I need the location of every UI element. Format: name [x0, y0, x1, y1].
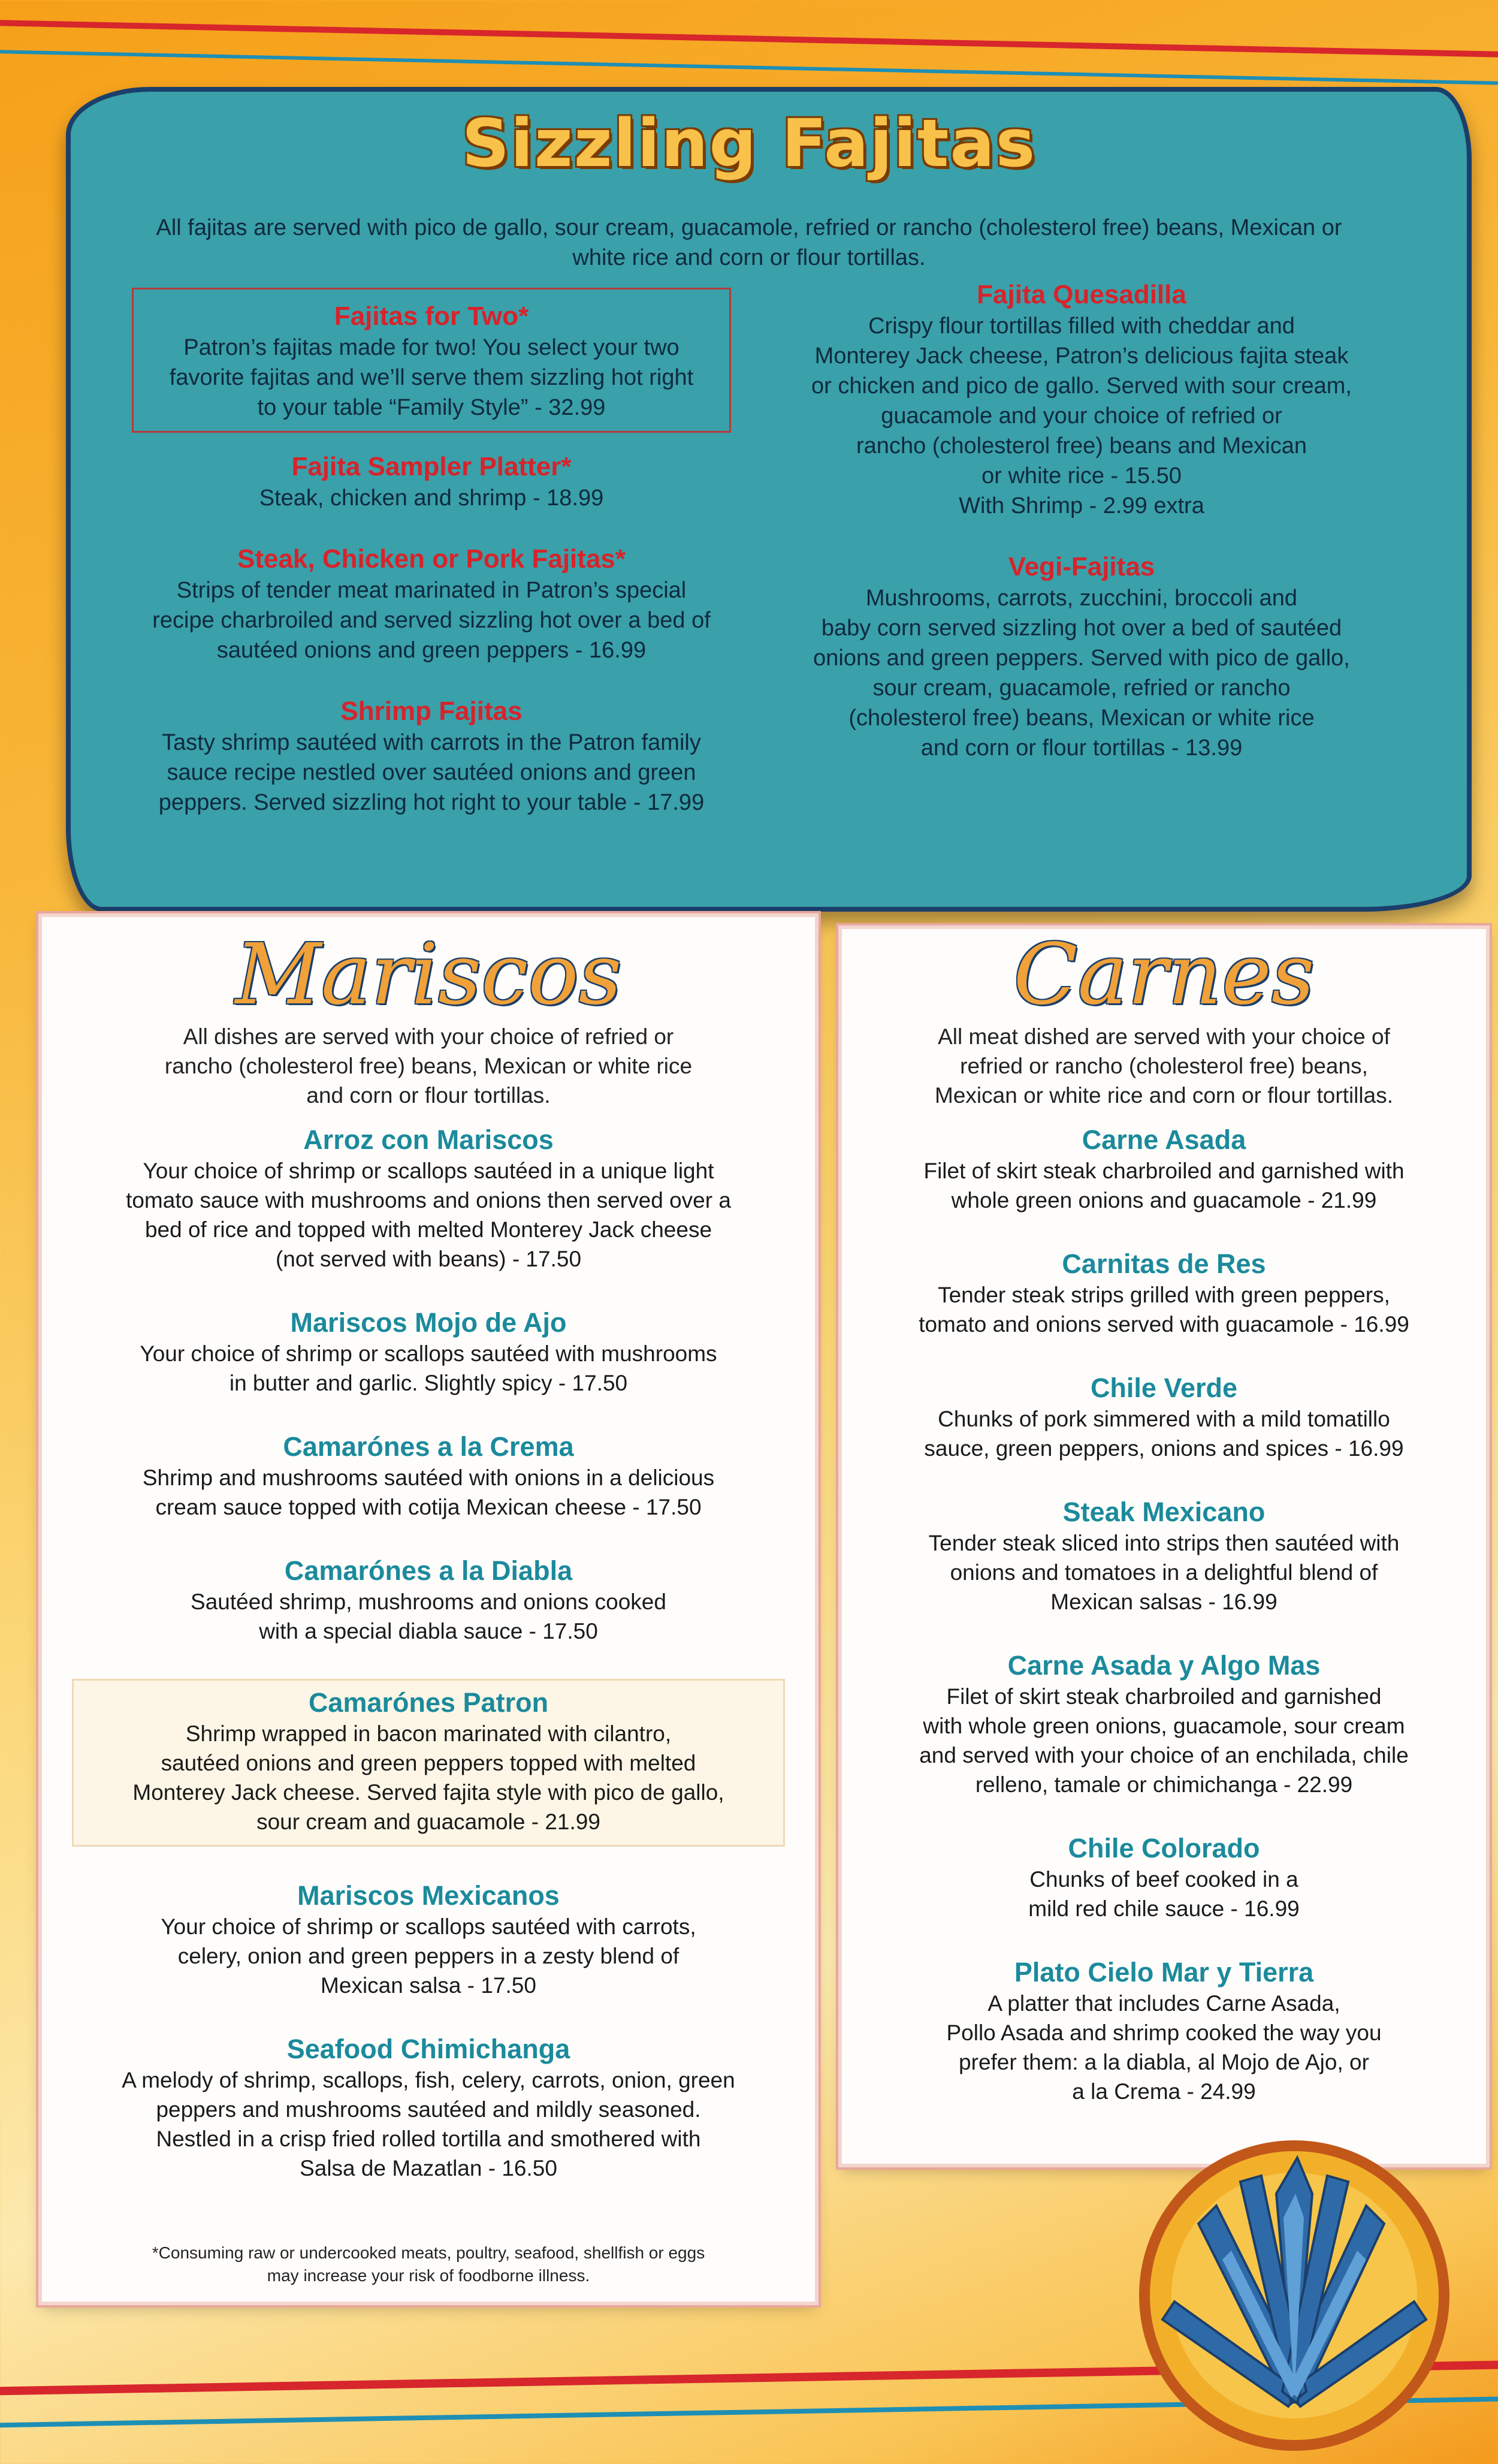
- menu-item: [66, 1307, 791, 1398]
- menu-item: [857, 1956, 1471, 2106]
- fajita-item-desc: Crispy flour tortillas filled with cheddar and Monterey Jack cheese, Patron’s delicious fajita steak or chicken and pico de gallo. Served with sour cream, guacamole and your choice of refried or rancho (cholesterol free) beans and Mexican or white rice - 15.50 With Shrimp - 2.99 extra: [811, 313, 1352, 518]
- fajita-item-name: Vegi-Fajitas: [1008, 552, 1155, 581]
- fajita-item-name: Fajitas for Two*: [334, 301, 529, 331]
- menu-item-name: Chile Verde: [1090, 1373, 1238, 1403]
- fajita-item: [132, 543, 731, 665]
- food-safety-disclaimer: *Consuming raw or undercooked meats, poultry, seafood, shellfish or eggs may increase your risk of foodborne illness.: [152, 2243, 705, 2285]
- fajita-item: [132, 451, 731, 513]
- menu-item-desc: Your choice of shrimp or scallops sautéed with carrots, celery, onion and green peppers in a zesty blend of Mexican salsa - 17.50: [161, 1914, 696, 1998]
- fajita-item-desc: Steak, chicken and shrimp - 18.99: [259, 485, 604, 511]
- agave-icon: [1126, 2122, 1462, 2457]
- fajitas-title: Sizzling Fajitas: [461, 105, 1037, 182]
- menu-item: [857, 1248, 1471, 1339]
- menu-item: [66, 2033, 791, 2183]
- menu-item-desc: A melody of shrimp, scallops, fish, celery, carrots, onion, green peppers and mushrooms sautéed and mildly seasoned. Nestled in a crisp fried rolled tortilla and smothered with Salsa de Mazatlan - 16.50: [122, 2068, 735, 2180]
- menu-item-name: Mariscos Mexicanos: [297, 1880, 560, 1911]
- fajita-item-desc: Strips of tender meat marinated in Patron’s special recipe charbroiled and served sizzling hot over a bed of sautéed onions and green peppers - 16.99: [152, 578, 711, 663]
- menu-item: [857, 1649, 1471, 1799]
- menu-item-name: Carne Asada: [1082, 1124, 1246, 1155]
- fajita-item-name: Fajita Sampler Platter*: [291, 452, 572, 481]
- menu-item-name: Arroz con Mariscos: [303, 1124, 554, 1155]
- menu-item-desc: Tender steak strips grilled with green peppers, tomato and onions served with guacamole - 16.99: [919, 1283, 1409, 1337]
- menu-item-name: Plato Cielo Mar y Tierra: [1014, 1957, 1314, 1988]
- fajitas-right-column: [773, 279, 1390, 793]
- menu-item-desc: Filet of skirt steak charbroiled and garnished with whole green onions and guacamole - 21.99: [923, 1159, 1405, 1213]
- mariscos-list: [66, 1124, 791, 2216]
- fajita-item-desc: Mushrooms, carrots, zucchini, broccoli and baby corn served sizzling hot over a bed of sautéed onions and green peppers. Served with pico de gallo, sour cream, guacamole, refried or rancho (cholesterol free) beans, Mexican or white rice and corn or flour tortillas - 13.99: [813, 586, 1350, 761]
- menu-item-desc: Chunks of beef cooked in a mild red chile sauce - 16.99: [1028, 1867, 1300, 1921]
- menu-item-desc: Sautéed shrimp, mushrooms and onions cooked with a special diabla sauce - 17.50: [191, 1590, 666, 1643]
- menu-item-desc: Your choice of shrimp or scallops sautéed in a unique light tomato sauce with mushrooms and onions then served over a bed of rice and topped with melted Monterey Jack cheese (not served with beans) - 17.50: [126, 1159, 731, 1271]
- menu-item-desc: A platter that includes Carne Asada, Pollo Asada and shrimp cooked the way you prefer them: a la diabla, al Mojo de Ajo, or a la Crema - 24.99: [946, 1991, 1382, 2104]
- menu-item-desc: Chunks of pork simmered with a mild tomatillo sauce, green peppers, onions and spices - 16.99: [924, 1407, 1404, 1461]
- fajita-item: [773, 279, 1390, 521]
- menu-item: [66, 1431, 791, 1522]
- menu-item: [857, 1496, 1471, 1616]
- fajita-item: [132, 695, 731, 818]
- carnes-list: [857, 1124, 1471, 2139]
- menu-item-desc: Tender steak sliced into strips then sautéed with onions and tomatoes in a delightful blend of Mexican salsas - 16.99: [928, 1531, 1400, 1614]
- featured-menu-item: [72, 1679, 785, 1847]
- fajitas-intro: All fajitas are served with pico de gallo, sour cream, guacamole, refried or rancho (cholesterol free) beans, Mexican or white rice and corn or flour tortillas.: [156, 215, 1342, 270]
- fajita-item-name: Steak, Chicken or Pork Fajitas*: [237, 544, 626, 574]
- menu-item: [857, 1124, 1471, 1215]
- menu-item-name: Carnitas de Res: [1062, 1248, 1266, 1279]
- fajita-item: [773, 551, 1390, 763]
- fajitas-left-column: [132, 288, 731, 848]
- menu-item-name: Seafood Chimichanga: [286, 2034, 570, 2064]
- fajita-item-desc: Patron’s fajitas made for two! You select your two favorite fajitas and we’ll serve them sizzling hot right to your table “Family Style” - 32.99: [169, 335, 694, 420]
- decorative-top-stripe: [0, 19, 1498, 86]
- mariscos-intro: All dishes are served with your choice of refried or rancho (cholesterol free) beans, Mexican or white rice and corn or flour tortillas.: [164, 1024, 693, 1108]
- fajita-item-name: Shrimp Fajitas: [340, 696, 523, 726]
- menu-item: [66, 1555, 791, 1646]
- menu-item-desc: Shrimp wrapped in bacon marinated with cilantro, sautéed onions and green peppers topped with melted Monterey Jack cheese. Served fajita style with pico de gallo, sour cream and guacamole - 21.99: [132, 1721, 724, 1834]
- carnes-intro: All meat dished are served with your choice of refried or rancho (cholesterol free) beans, Mexican or white rice and corn or flour tortillas.: [935, 1024, 1393, 1108]
- mariscos-title: Mariscos: [235, 926, 622, 1024]
- menu-item-name: Camarónes Patron: [308, 1687, 549, 1718]
- menu-item-name: Steak Mexicano: [1062, 1497, 1266, 1527]
- menu-item: [857, 1832, 1471, 1923]
- menu-item: [66, 1124, 791, 1274]
- menu-item-desc: Shrimp and mushrooms sautéed with onions in a delicious cream sauce topped with cotija Mexican cheese - 17.50: [142, 1465, 715, 1519]
- menu-item-name: Carne Asada y Algo Mas: [1007, 1650, 1321, 1681]
- fajita-item: [132, 288, 731, 433]
- fajita-item-desc: Tasty shrimp sautéed with carrots in the Patron family sauce recipe nestled over sautéed onions and green peppers. Served sizzling hot right to your table - 17.99: [158, 730, 705, 815]
- menu-item-desc: Your choice of shrimp or scallops sautéed with mushrooms in butter and garlic. Slightly spicy - 17.50: [140, 1341, 717, 1395]
- menu-item-desc: Filet of skirt steak charbroiled and garnished with whole green onions, guacamole, sour cream and served with your choice of an enchilada, chile relleno, tamale or chimichanga - 22.99: [919, 1684, 1409, 1797]
- carnes-title: Carnes: [1013, 926, 1315, 1024]
- fajita-item-name: Fajita Quesadilla: [977, 280, 1186, 309]
- menu-item: [66, 1880, 791, 2000]
- menu-item-name: Camarónes a la Diabla: [284, 1555, 573, 1586]
- menu-item-name: Mariscos Mojo de Ajo: [290, 1307, 567, 1338]
- menu-item: [857, 1372, 1471, 1463]
- menu-item-name: Chile Colorado: [1068, 1833, 1260, 1863]
- menu-item-name: Camarónes a la Crema: [283, 1431, 574, 1462]
